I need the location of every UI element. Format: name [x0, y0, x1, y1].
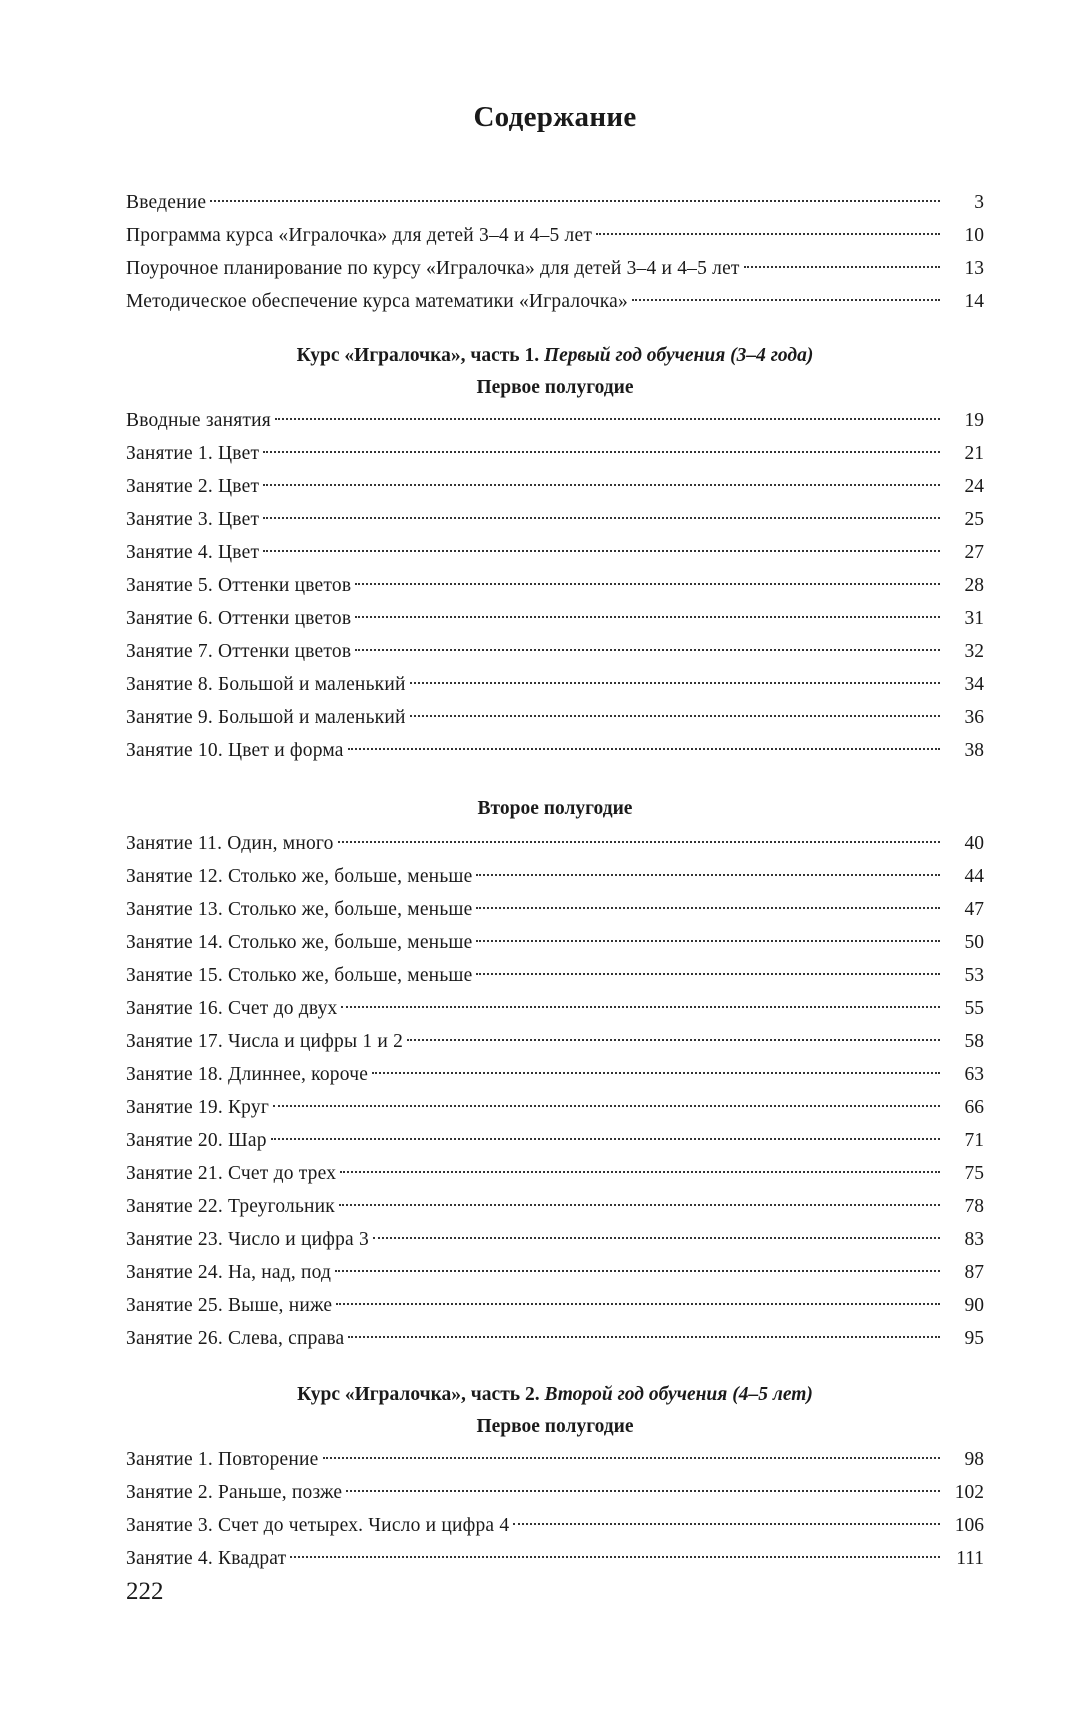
dot-leader [407, 1039, 940, 1041]
dot-leader [355, 649, 940, 651]
toc-entry-page: 21 [964, 443, 984, 464]
course2-heading-bold: Курс «Игралочка», часть 2. [297, 1384, 545, 1405]
course1-semester2-heading: Второе полугодие [477, 798, 633, 819]
toc-entry-page: 75 [964, 1163, 984, 1184]
toc-entry-title: Занятие 6. Оттенки цветов [126, 608, 352, 629]
dot-leader [273, 1105, 940, 1107]
dot-leader [323, 1457, 940, 1459]
toc-entry-page: 63 [964, 1064, 984, 1085]
toc-entry [126, 893, 984, 926]
toc-entry-title: Занятие 13. Столько же, больше, меньше [126, 899, 473, 920]
toc-entry-page: 50 [964, 932, 984, 953]
toc-entry [126, 1091, 984, 1124]
toc-entry-title: Занятие 1. Цвет [126, 443, 260, 464]
toc-entry [126, 1256, 984, 1289]
toc-entry-page: 28 [964, 575, 984, 596]
toc-entry-page: 31 [964, 608, 984, 629]
toc-entry [126, 827, 984, 860]
toc-entry-title: Занятие 20. Шар [126, 1130, 267, 1151]
dot-leader [341, 1006, 940, 1008]
dot-leader [410, 682, 940, 684]
dot-leader [335, 1270, 940, 1272]
toc-entry-title: Введение [126, 192, 207, 213]
toc-entry [126, 470, 984, 503]
toc-entry-title: Занятие 16. Счет до двух [126, 998, 338, 1019]
toc-entry-title: Занятие 1. Повторение [126, 1449, 319, 1470]
toc-entry-page: 3 [974, 192, 984, 213]
course1-heading [126, 340, 984, 372]
toc-entry [126, 569, 984, 602]
toc-entry-title: Занятие 2. Раньше, позже [126, 1482, 343, 1503]
toc-entry [126, 1058, 984, 1091]
dot-leader [263, 451, 940, 453]
toc-page [126, 0, 984, 1575]
dot-leader [348, 1336, 940, 1338]
toc-entry-page: 90 [964, 1295, 984, 1316]
toc-entry-title: Занятие 17. Числа и цифры 1 и 2 [126, 1031, 404, 1052]
toc-entry-page: 27 [964, 542, 984, 563]
dot-leader [336, 1303, 940, 1305]
toc-entry-title: Занятие 15. Столько же, больше, меньше [126, 965, 473, 986]
dot-leader [271, 1138, 940, 1140]
toc-entry-page: 58 [964, 1031, 984, 1052]
toc-entry-page: 25 [964, 509, 984, 530]
toc-entry [126, 219, 984, 252]
toc-entry-page: 36 [964, 707, 984, 728]
toc-entry-page: 38 [964, 740, 984, 761]
toc-entry [126, 1443, 984, 1476]
toc-entry-page: 102 [954, 1482, 984, 1503]
toc-entry [126, 992, 984, 1025]
toc-entry [126, 1509, 984, 1542]
toc-entry-page: 13 [964, 258, 984, 279]
course1-semester2-entries [126, 827, 984, 1355]
dot-leader [263, 550, 940, 552]
toc-entry-page: 111 [956, 1548, 984, 1569]
toc-entry [126, 536, 984, 569]
toc-entry-title: Занятие 25. Выше, ниже [126, 1295, 333, 1316]
toc-entry [126, 668, 984, 701]
dot-leader [340, 1171, 940, 1173]
dot-leader [410, 715, 940, 717]
toc-entry-title: Занятие 14. Столько же, больше, меньше [126, 932, 473, 953]
toc-entry-title: Занятие 3. Цвет [126, 509, 260, 530]
toc-entry-page: 44 [964, 866, 984, 887]
toc-entry-title: Занятие 22. Треугольник [126, 1196, 335, 1217]
dot-leader [372, 1072, 940, 1074]
toc-entry-title: Занятие 4. Цвет [126, 542, 260, 563]
toc-entry [126, 860, 984, 893]
toc-entry [126, 186, 984, 219]
toc-entry-title: Занятие 2. Цвет [126, 476, 260, 497]
dot-leader [476, 940, 940, 942]
toc-entry [126, 734, 984, 767]
dot-leader [632, 299, 940, 301]
dot-leader [348, 748, 940, 750]
toc-entry-title: Занятие 8. Большой и маленький [126, 674, 406, 695]
toc-entry [126, 437, 984, 470]
toc-entry-title: Занятие 11. Один, много [126, 833, 334, 854]
dot-leader [339, 1204, 940, 1206]
toc-entry [126, 252, 984, 285]
dot-leader [355, 583, 940, 585]
toc-entry-title: Методическое обеспечение курса математики «Игралочка» [126, 291, 628, 312]
toc-entry-page: 19 [964, 410, 984, 431]
toc-entry-page: 40 [964, 833, 984, 854]
toc-entry-page: 47 [964, 899, 984, 920]
page-number: 222 [126, 1578, 164, 1605]
toc-entry [126, 1190, 984, 1223]
toc-entry-page: 71 [964, 1130, 984, 1151]
toc-entry-title: Занятие 10. Цвет и форма [126, 740, 344, 761]
toc-entry-title: Занятие 9. Большой и маленький [126, 707, 406, 728]
toc-entry-title: Занятие 7. Оттенки цветов [126, 641, 352, 662]
dot-leader [513, 1523, 940, 1525]
toc-entry-title: Занятие 21. Счет до трех [126, 1163, 337, 1184]
toc-entry [126, 1289, 984, 1322]
toc-entry [126, 926, 984, 959]
toc-entry-title: Поурочное планирование по курсу «Игралочка» для детей 3–4 и 4–5 лет [126, 258, 740, 279]
toc-entry-page: 83 [964, 1229, 984, 1250]
toc-entry-page: 34 [964, 674, 984, 695]
dot-leader [476, 874, 940, 876]
toc-entry-title: Программа курса «Игралочка» для детей 3–4 и 4–5 лет [126, 225, 593, 246]
toc-entry-page: 55 [964, 998, 984, 1019]
course1-semester1-heading: Первое полугодие [476, 377, 634, 398]
toc-entry [126, 1157, 984, 1190]
intro-entries [126, 186, 984, 318]
toc-entry-page: 14 [964, 291, 984, 312]
toc-entry [126, 1124, 984, 1157]
toc-entry-title: Занятие 18. Длиннее, короче [126, 1064, 369, 1085]
toc-entry [126, 1322, 984, 1355]
dot-leader [596, 233, 940, 235]
toc-entry-page: 53 [964, 965, 984, 986]
toc-entry-page: 24 [964, 476, 984, 497]
toc-entry [126, 602, 984, 635]
dot-leader [476, 973, 940, 975]
toc-entry-title: Занятие 24. На, над, под [126, 1262, 332, 1283]
dot-leader [338, 841, 940, 843]
toc-entry-page: 78 [964, 1196, 984, 1217]
toc-entry-title: Занятие 23. Число и цифра 3 [126, 1229, 369, 1250]
dot-leader [290, 1556, 940, 1558]
dot-leader [744, 266, 940, 268]
course1-semester1-entries [126, 404, 984, 767]
toc-entry-page: 98 [964, 1449, 984, 1470]
toc-entry-page: 66 [964, 1097, 984, 1118]
toc-entry-title: Занятие 3. Счет до четырех. Число и цифра 4 [126, 1515, 510, 1536]
toc-entry-page: 10 [964, 225, 984, 246]
course2-heading-italic: Второй год обучения (4–5 лет) [544, 1384, 813, 1405]
toc-entry [126, 1223, 984, 1256]
toc-entry [126, 285, 984, 318]
dot-leader [263, 517, 940, 519]
toc-entry [126, 404, 984, 437]
course2-heading [126, 1379, 984, 1411]
toc-entry [126, 1476, 984, 1509]
dot-leader [355, 616, 940, 618]
toc-entry-title: Вводные занятия [126, 410, 271, 431]
toc-entry-page: 32 [964, 641, 984, 662]
course1-heading-bold: Курс «Игралочка», часть 1. [296, 345, 544, 366]
dot-leader [476, 907, 940, 909]
toc-entry [126, 1025, 984, 1058]
toc-entry [126, 701, 984, 734]
toc-entry-title: Занятие 12. Столько же, больше, меньше [126, 866, 473, 887]
course2-semester1-heading: Первое полугодие [476, 1416, 634, 1437]
toc-entry-page: 87 [964, 1262, 984, 1283]
toc-entry-title: Занятие 5. Оттенки цветов [126, 575, 352, 596]
toc-entry [126, 635, 984, 668]
toc-entry [126, 503, 984, 536]
toc-entry [126, 1542, 984, 1575]
dot-leader [263, 484, 940, 486]
toc-entry-page: 106 [954, 1515, 984, 1536]
toc-entry [126, 959, 984, 992]
toc-entry-page: 95 [964, 1328, 984, 1349]
toc-entry-title: Занятие 19. Круг [126, 1097, 270, 1118]
toc-entry-title: Занятие 4. Квадрат [126, 1548, 287, 1569]
course2-semester1-entries [126, 1443, 984, 1575]
dot-leader [346, 1490, 940, 1492]
dot-leader [373, 1237, 940, 1239]
dot-leader [275, 418, 940, 420]
course1-heading-italic: Первый год обучения (3–4 года) [543, 345, 814, 366]
dot-leader [210, 200, 940, 202]
toc-entry-title: Занятие 26. Слева, справа [126, 1328, 345, 1349]
page-title: Содержание [473, 101, 637, 133]
